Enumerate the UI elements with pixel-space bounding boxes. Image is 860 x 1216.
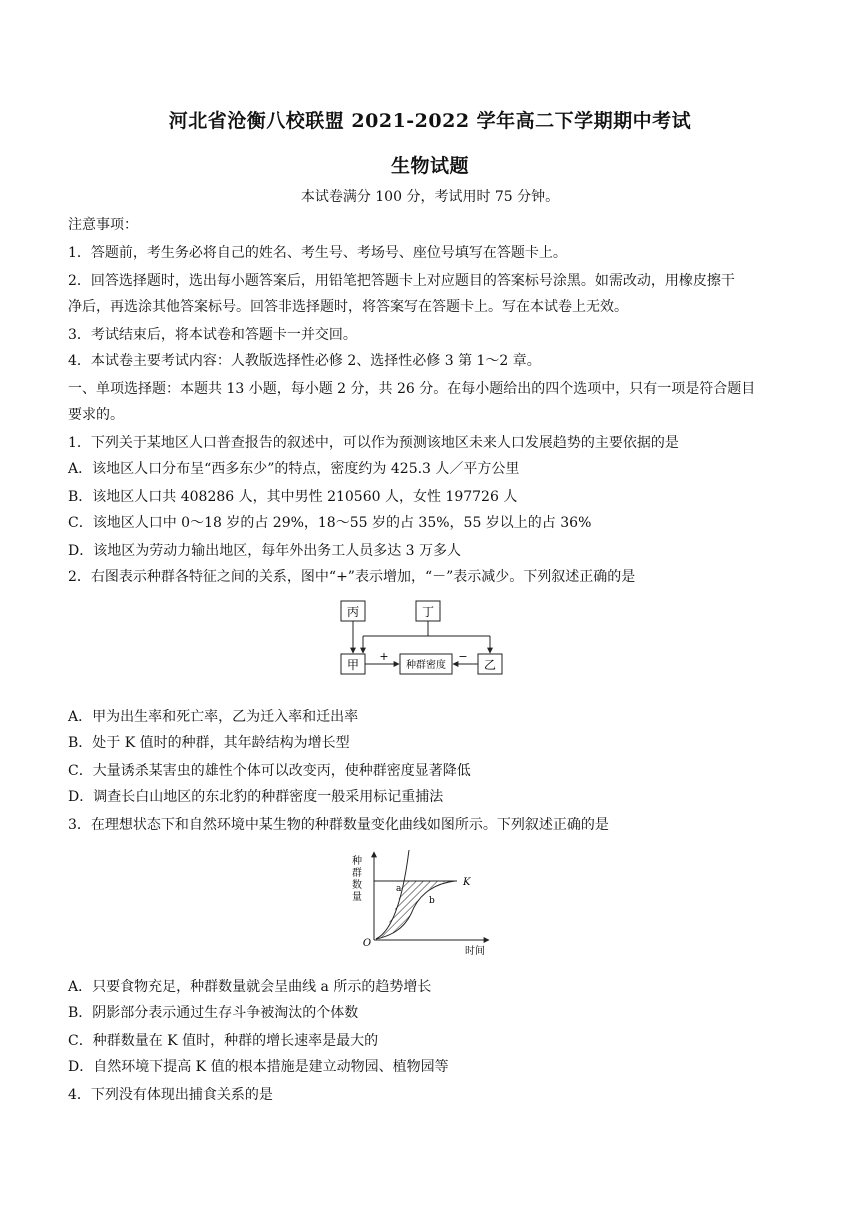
label-bing: 丙 <box>346 605 360 619</box>
q2-option-b: B．处于 K 值时的种群，其年龄结构为增长型 <box>68 735 350 751</box>
x-label: 时间 <box>465 946 485 957</box>
note-item: 净后，再选涂其他答案标号。回答非选择题时，将答案写在答题卡上。写在本试卷上无效。 <box>68 299 628 315</box>
label-yi: 乙 <box>483 658 497 672</box>
q3-option-d: D．自然环境下提高 K 值的根本措施是建立动物园、植物园等 <box>68 1059 449 1075</box>
exam-subtitle: 生物试题 <box>390 155 469 177</box>
note-item: 3．考试结束后，将本试卷和答题卡一并交回。 <box>68 327 357 343</box>
q3-option-c: C．种群数量在 K 值时，种群的增长速率是最大的 <box>68 1033 379 1049</box>
q2-option-c: C．大量诱杀某害虫的雄性个体可以改变丙，使种群密度显著降低 <box>68 763 471 779</box>
curve-a-label: a <box>396 884 402 894</box>
q1-option-a: A．该地区人口分布呈“西多东少”的特点，密度约为 425.3 人／平方公里 <box>68 461 520 477</box>
exam-info: 本试卷满分 100 分，考试用时 75 分钟。 <box>300 189 560 205</box>
label-density: 种群密度 <box>406 660 446 671</box>
notes-heading: 注意事项： <box>68 217 138 233</box>
note-item: 1．答题前，考生务必将自己的姓名、考生号、考场号、座位号填写在答题卡上。 <box>68 245 567 261</box>
y-label-char: 量 <box>352 892 362 903</box>
q2-stem: 2．右图表示种群各特征之间的关系，图中“+”表示增加，“－”表示减少。下列叙述正确的是 <box>68 569 636 585</box>
shaded-area <box>380 881 449 937</box>
section-heading: 一、单项选择题：本题共 13 小题，每小题 2 分，共 26 分。在每小题给出的四个选项中，只有一项是符合题目 <box>68 381 756 397</box>
q3-option-a: A．只要食物充足，种群数量就会呈曲线 a 所示的趋势增长 <box>68 979 432 995</box>
q2-option-a: A．甲为出生率和死亡率，乙为迁入率和迁出率 <box>68 709 359 725</box>
origin-label: O <box>362 938 372 949</box>
k-label: K <box>463 877 471 888</box>
q1-option-d: D．该地区为劳动力输出地区，每年外出务工人员多达 3 万多人 <box>68 543 462 559</box>
q1-stem: 1．下列关于某地区人口普查报告的叙述中，可以作为预测该地区未来人口发展趋势的主要依据的是 <box>68 435 679 451</box>
q3-stem: 3．在理想状态下和自然环境中某生物的种群数量变化曲线如图所示。下列叙述正确的是 <box>68 817 609 833</box>
curve-b-label: b <box>429 896 435 906</box>
plus-sign: + <box>379 650 389 663</box>
q1-option-b: B．该地区人口共 408286 人，其中男性 210560 人，女性 197726 人 <box>68 489 518 505</box>
minus-sign: − <box>458 650 468 663</box>
y-label-char: 种 <box>352 856 362 867</box>
q3-option-b: B．阴影部分表示通过生存斗争被淘汰的个体数 <box>68 1005 359 1021</box>
q2-option-d: D．调查长白山地区的东北豹的种群密度一般采用标记重捕法 <box>68 789 444 805</box>
note-item: 4．本试卷主要考试内容：人教版选择性必修 2、选择性必修 3 第 1～2 章。 <box>68 353 541 369</box>
q4-stem: 4．下列没有体现出捕食关系的是 <box>68 1087 273 1103</box>
y-label-char: 群 <box>352 868 362 879</box>
label-ding: 丁 <box>421 605 435 619</box>
section-heading-cont: 要求的。 <box>68 407 124 423</box>
q3-graph <box>345 846 495 958</box>
y-label-char: 数 <box>352 880 362 891</box>
exam-title: 河北省沧衡八校联盟 2021-2022 学年高二下学期期中考试 <box>168 110 692 132</box>
note-item: 2．回答选择题时，选出每小题答案后，用铅笔把答题卡上对应题目的答案标号涂黑。如需改动，用橡皮擦干 <box>68 273 735 289</box>
label-jia: 甲 <box>346 658 360 672</box>
q2-diagram <box>338 598 518 678</box>
q1-option-c: C．该地区人口中 0～18 岁的占 29%，18～55 岁的占 35%，55 岁以上的占 36% <box>68 515 592 531</box>
